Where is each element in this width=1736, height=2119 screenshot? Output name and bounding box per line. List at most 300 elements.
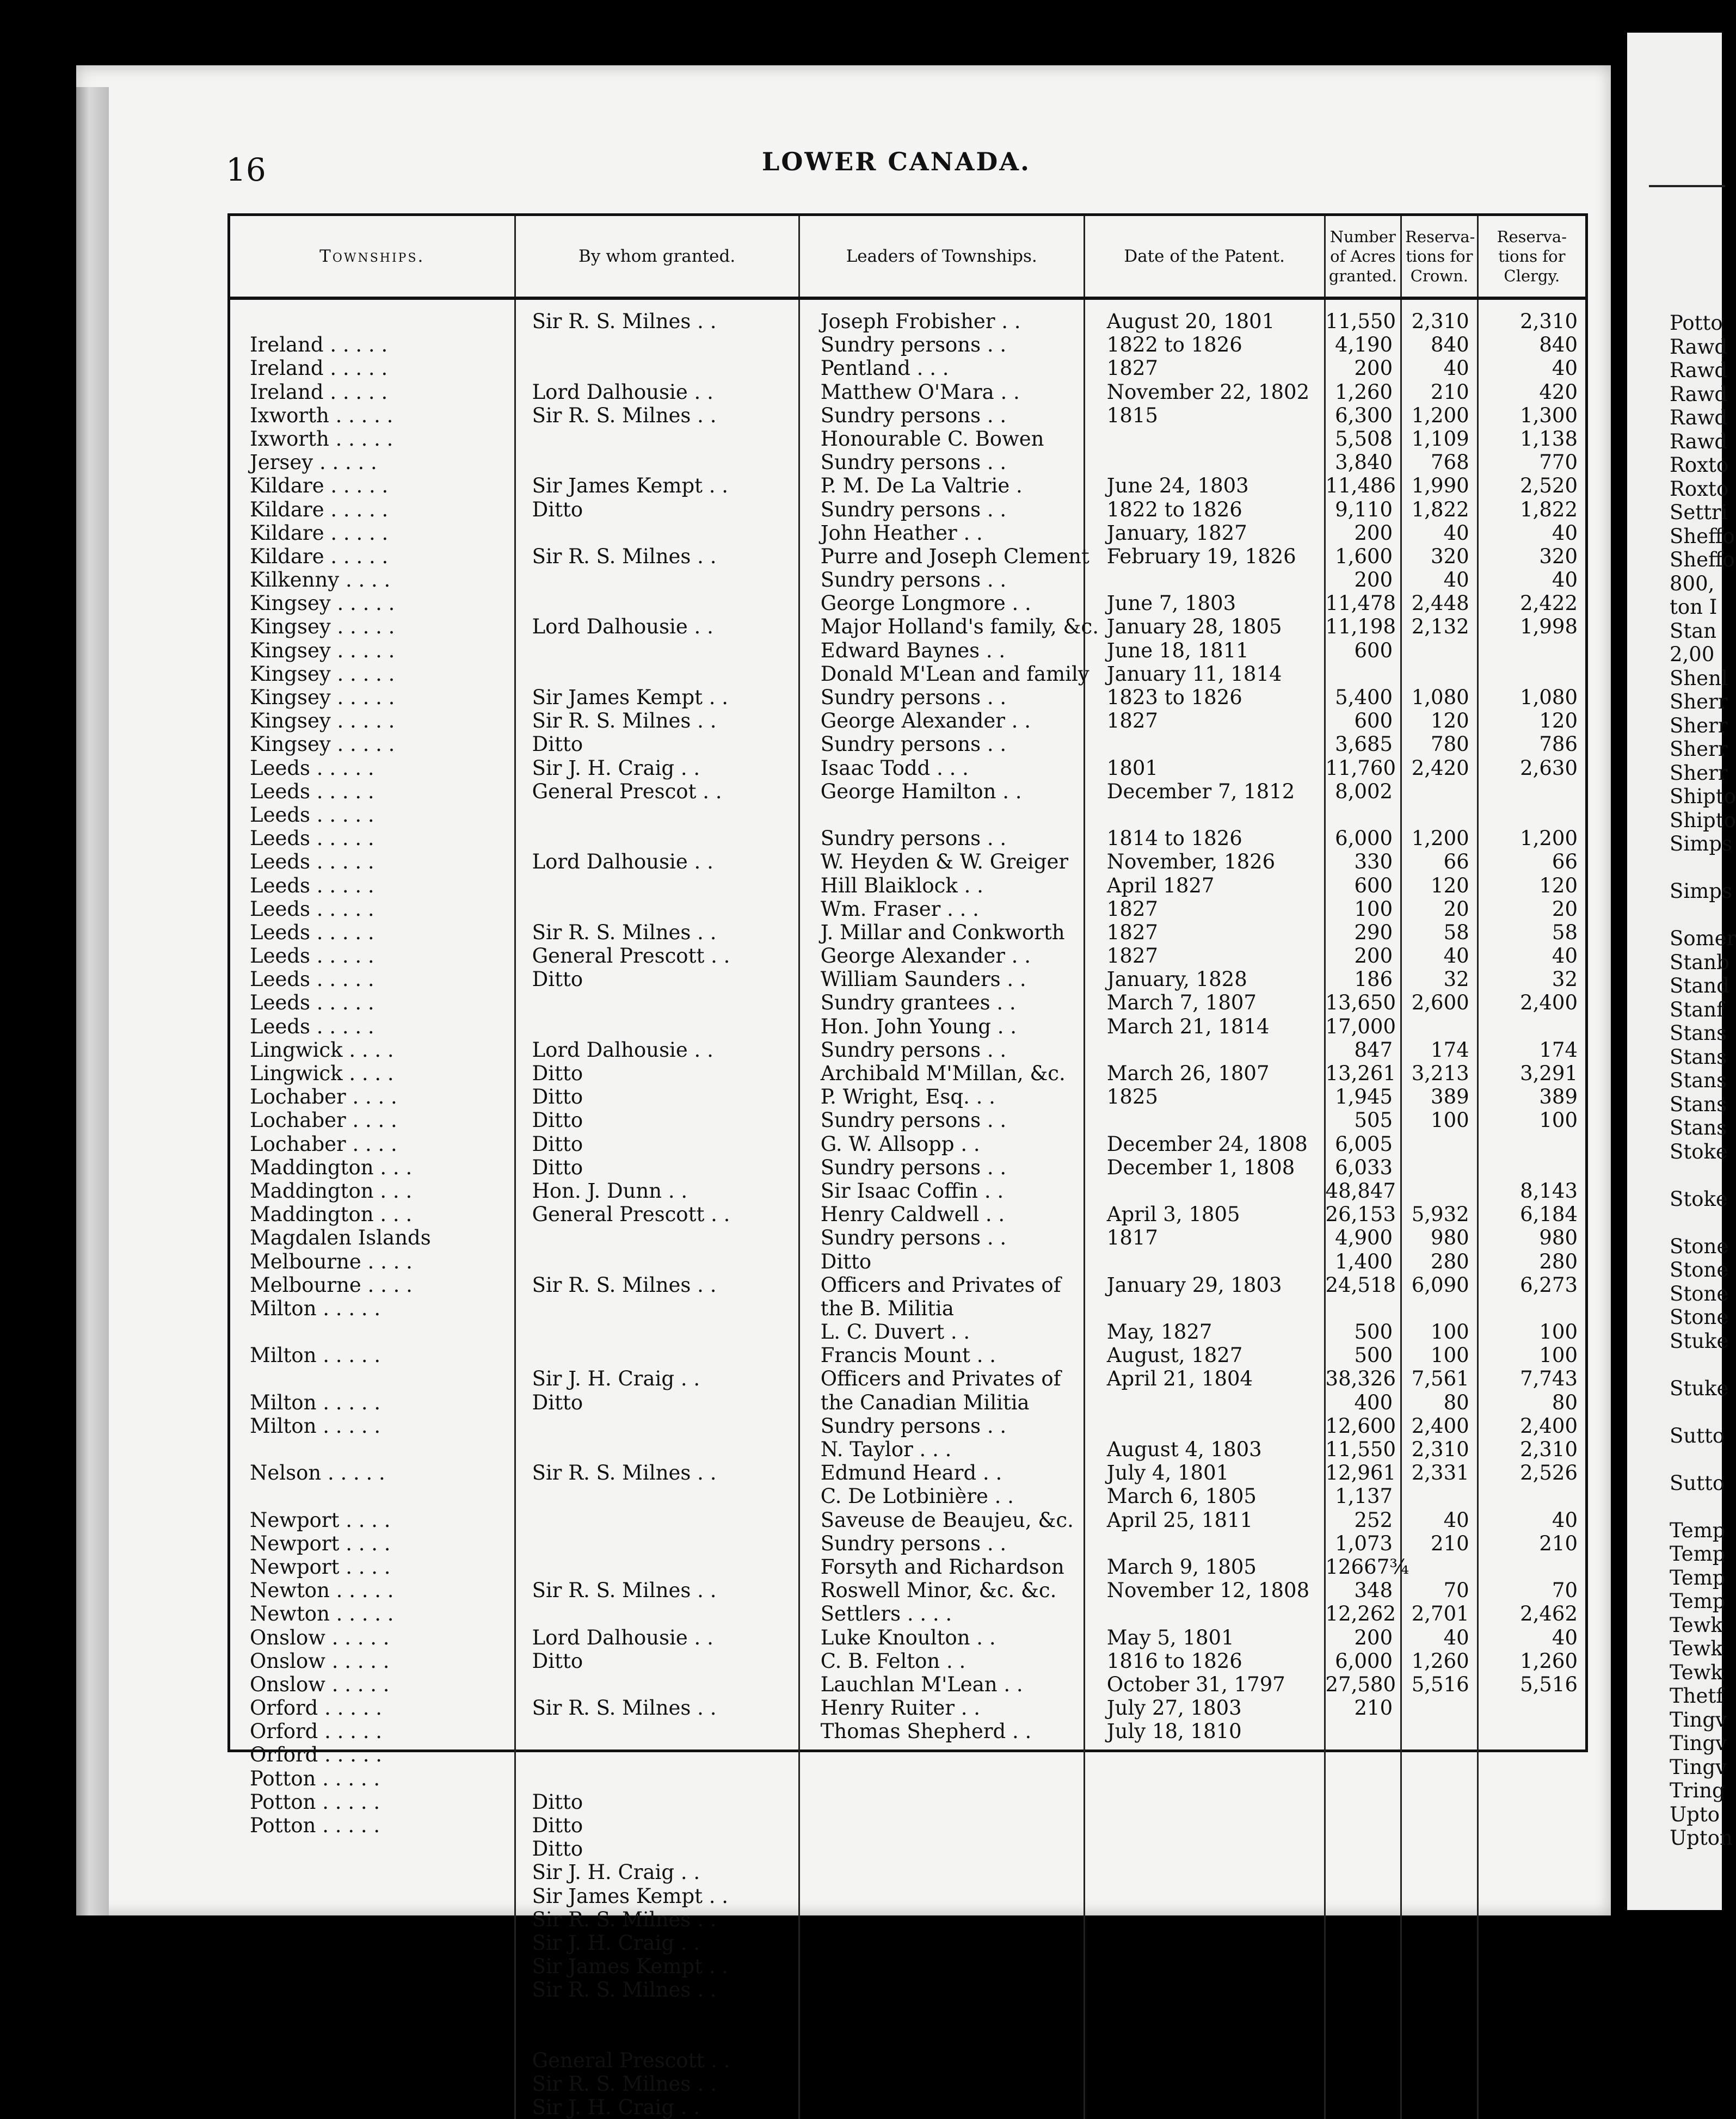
grantor-entry [516, 1508, 798, 1532]
township-entry: Potton . . . . . [250, 1766, 380, 1790]
township-entry [230, 1320, 514, 1344]
township-entry: Maddington . . . [250, 1155, 413, 1179]
acres-entry: 11,550 [1325, 310, 1396, 333]
crown-entry: 2,331 [1411, 1461, 1469, 1485]
table-body-row [230, 298, 1585, 2119]
acres-entry: 17,000 [1325, 1014, 1396, 1038]
acres-entry: 27,580 [1325, 1672, 1396, 1696]
acres-entry: 200 [1354, 1625, 1393, 1649]
clergy-entry: 840 [1539, 333, 1578, 357]
clergy-entry: 40 [1552, 1625, 1578, 1649]
acres-entry: 38,326 [1325, 1367, 1396, 1391]
facing-page-entry: Sutto [1670, 1471, 1725, 1495]
clergy-entry: 40 [1552, 521, 1578, 545]
facing-page-entry: Simps [1670, 832, 1732, 855]
crown-entry: 40 [1443, 356, 1469, 380]
township-entry: Leeds . . . . . [250, 991, 374, 1015]
acres-entry: 6,000 [1335, 827, 1393, 851]
crown-column [1401, 298, 1478, 2119]
facing-page-entry: Stoke [1670, 1139, 1728, 1163]
crown-entry: 1,990 [1411, 474, 1469, 498]
date-entry: May 5, 1801 [1106, 1625, 1234, 1649]
grantor-entry: Ditto [532, 1390, 583, 1414]
grantor-entry: Ditto [532, 1837, 583, 1861]
facing-page-entry: Stans [1670, 1069, 1727, 1092]
clergy-entry: 8,143 [1520, 1179, 1578, 1203]
clergy-entry: 100 [1539, 1320, 1578, 1344]
acres-entry: 1,400 [1335, 1249, 1393, 1273]
facing-page-entry: Rawd [1670, 335, 1728, 359]
leader-entry: Sundry persons . . [820, 568, 1007, 592]
crown-entry [1402, 662, 1477, 686]
grantor-entry: General Prescot . . [532, 779, 722, 803]
crown-entry: 40 [1443, 1625, 1469, 1649]
acres-entry: 348 [1354, 1579, 1393, 1603]
leader-entry: Settlers . . . . [820, 1602, 952, 1626]
acres-entry: 847 [1354, 1038, 1393, 1062]
clergy-entry [1479, 1015, 1585, 1038]
township-entry: Orford . . . . . [250, 1720, 382, 1744]
clergy-entry: 1,998 [1520, 615, 1578, 639]
grantor-entry: Sir R. S. Milnes . . [532, 1461, 717, 1485]
acres-entry: 1,260 [1335, 380, 1393, 404]
grantor-entry [516, 333, 798, 356]
township-entry: Kildare . . . . . [250, 521, 389, 545]
facing-page-entry: Tingv [1670, 1732, 1727, 1755]
crown-entry: 5,932 [1411, 1203, 1469, 1227]
facing-page-entry: Stone [1670, 1305, 1729, 1329]
township-entry: Leeds . . . . . [250, 944, 374, 968]
header-clergy: Reserva-tions for Clergy. [1478, 216, 1585, 298]
leader-entry: Ditto [820, 1249, 872, 1273]
clergy-entry: 1,138 [1520, 427, 1578, 451]
grantor-entry [516, 827, 798, 850]
leader-entry: William Saunders . . [820, 968, 1026, 991]
date-entry: April 1827 [1106, 873, 1215, 897]
acres-entry: 600 [1354, 709, 1393, 733]
crown-entry [1402, 639, 1477, 662]
leader-entry: Sundry persons . . [820, 451, 1007, 475]
clergy-entry: 786 [1539, 732, 1578, 756]
township-entry: Ixworth . . . . . [250, 427, 393, 451]
grantor-entry [516, 1484, 798, 1508]
facing-page-entry: 2,00 [1670, 643, 1715, 666]
township-entry: Potton . . . . . [250, 1790, 380, 1814]
acres-entry: 505 [1354, 1108, 1393, 1132]
clergy-entry: 2,630 [1520, 756, 1578, 780]
township-entry: Maddington . . . [250, 1179, 413, 1203]
grantor-entry [516, 1720, 798, 1743]
acres-entry: 12,600 [1325, 1414, 1396, 1438]
acres-entry: 11,550 [1325, 1438, 1396, 1461]
leader-entry: Pentland . . . [820, 356, 949, 380]
facing-page-fragment [1627, 33, 1736, 1910]
grantor-entry [516, 1602, 798, 1625]
grantor-entry [516, 991, 798, 1014]
acres-entry: 600 [1354, 638, 1393, 662]
crown-entry: 2,600 [1411, 991, 1469, 1015]
leader-entry: Sundry persons . . [820, 1226, 1007, 1250]
clergy-entry [1479, 1132, 1585, 1156]
page-title: LOWER CANADA. [762, 147, 1031, 176]
facing-page-entry: Rawd [1670, 382, 1728, 406]
facing-page-entry: Somer [1670, 927, 1736, 950]
leader-entry: Officers and Privates of [820, 1273, 1061, 1297]
grantor-entry: Sir J. H. Craig . . [532, 1861, 700, 1884]
township-entry: Newton . . . . . [250, 1602, 394, 1626]
acres-entry: 1,073 [1335, 1531, 1393, 1555]
crown-entry: 20 [1443, 897, 1469, 921]
acres-entry: 12667¾ [1325, 1555, 1409, 1579]
township-entry: Kingsey . . . . . [250, 615, 395, 639]
leader-entry: Sundry persons . . [820, 827, 1007, 851]
facing-page-entry: ton I [1670, 595, 1717, 619]
crown-entry: 66 [1443, 850, 1469, 874]
date-entry: 1827 [1106, 944, 1158, 968]
crown-entry [1402, 1132, 1477, 1156]
township-entry: Kingsey . . . . . [250, 662, 395, 686]
grantor-entry: Sir James Kempt . . [532, 1955, 729, 1979]
facing-page-entry: Stone [1670, 1234, 1729, 1258]
crown-entry [1402, 1179, 1477, 1203]
crown-entry: 120 [1431, 873, 1469, 897]
township-entry: Leeds . . . . . [250, 756, 374, 780]
date-entry: 1827 [1106, 709, 1158, 733]
date-entry: April 3, 1805 [1106, 1203, 1240, 1227]
acres-entry: 1,137 [1335, 1484, 1393, 1508]
acres-entry: 13,261 [1325, 1062, 1396, 1085]
crown-entry: 40 [1443, 521, 1469, 545]
clergy-entry: 420 [1539, 380, 1578, 404]
date-entry: May, 1827 [1106, 1320, 1212, 1344]
grantor-entry: Lord Dalhousie . . [532, 380, 713, 404]
clergy-entry [1479, 639, 1585, 662]
date-entry: February 19, 1826 [1106, 544, 1296, 568]
date-entry [1085, 1602, 1324, 1625]
grantor-entry: Hon. J. Dunn . . [532, 1179, 688, 1203]
facing-page-entry: Tingv [1670, 1708, 1727, 1732]
date-entry: 1822 to 1826 [1106, 333, 1242, 357]
grantor-entry: Sir R. S. Milnes . . [532, 920, 717, 944]
date-entry [1085, 1297, 1324, 1320]
acres-entry: 186 [1354, 968, 1393, 991]
date-entry: 1827 [1106, 897, 1158, 921]
acres-entry: 200 [1354, 521, 1393, 545]
crown-entry: 2,132 [1411, 615, 1469, 639]
crown-entry: 389 [1431, 1085, 1469, 1109]
facing-page-entry: Stanf [1670, 997, 1724, 1021]
leader-entry: Sundry persons . . [820, 1531, 1007, 1555]
leader-entry: Purre and Joseph Clement [820, 544, 1089, 568]
leader-entry: Luke Knoulton . . [820, 1625, 996, 1649]
grantor-entry [516, 662, 798, 686]
crown-entry: 40 [1443, 568, 1469, 592]
grantor-entry [516, 803, 798, 827]
facing-page-entry: Stanb [1670, 950, 1729, 974]
grantor-entry: Sir J. H. Craig . . [532, 1931, 700, 1955]
leader-entry: Sir Isaac Coffin . . [820, 1179, 1004, 1203]
crown-entry: 1,200 [1411, 827, 1469, 851]
date-entry [1085, 1250, 1324, 1273]
crown-entry [1402, 1297, 1477, 1320]
township-entry: Orford . . . . . [250, 1696, 382, 1720]
grantor-entry: Ditto [532, 1155, 583, 1179]
clergy-entry: 280 [1539, 1249, 1578, 1273]
crown-entry: 1,260 [1411, 1649, 1469, 1673]
grantor-entry [516, 1673, 798, 1696]
leader-entry: Saveuse de Beaujeu, &c. [820, 1508, 1074, 1532]
grantor-entry [516, 639, 798, 662]
leader-entry: Lauchlan M'Lean . . [820, 1672, 1023, 1696]
township-entry: Newport . . . . [250, 1531, 391, 1555]
township-entry: Leeds . . . . . [250, 779, 374, 803]
grantor-entry [516, 1414, 798, 1438]
clergy-entry: 6,273 [1520, 1273, 1578, 1297]
date-entry [1085, 732, 1324, 756]
clergy-entry: 120 [1539, 873, 1578, 897]
grantor-entry [516, 1743, 798, 1766]
facing-page-entry: Stans [1670, 1092, 1727, 1116]
leader-entry: Sundry persons . . [820, 403, 1007, 427]
crown-entry: 320 [1431, 544, 1469, 568]
facing-page-entry: Sherr [1670, 713, 1728, 737]
date-entry [1085, 1108, 1324, 1132]
crown-entry: 100 [1431, 1108, 1469, 1132]
date-entry: June 7, 1803 [1106, 592, 1236, 615]
acres-column [1325, 298, 1409, 2119]
grantor-entry: Lord Dalhousie . . [532, 850, 713, 874]
date-entry: November 12, 1808 [1106, 1579, 1310, 1603]
township-entry: Onslow . . . . . [250, 1649, 390, 1673]
facing-page-entry: Temp [1670, 1518, 1726, 1542]
township-entry: Ireland . . . . . [250, 380, 388, 404]
grantor-entry [516, 1015, 798, 1038]
date-entry: June 24, 1803 [1106, 474, 1249, 498]
grantor-entry: Sir R. S. Milnes . . [532, 310, 717, 333]
clergy-entry [1479, 1555, 1585, 1579]
grantor-entry: Ditto [532, 497, 583, 521]
date-entry: July 4, 1801 [1106, 1461, 1229, 1485]
header-granted-by: By whom granted. [515, 216, 799, 298]
township-entry: Melbourne . . . . [250, 1273, 413, 1297]
facing-page-entry: Roxto [1670, 453, 1729, 477]
leader-entry: George Alexander . . [820, 709, 1031, 733]
township-entry: Orford . . . . . [250, 1743, 382, 1767]
clergy-entry: 100 [1539, 1108, 1578, 1132]
grantor-entry [516, 1555, 798, 1579]
grantor-entry: Sir R. S. Milnes . . [532, 2072, 717, 2096]
crown-entry: 2,701 [1411, 1602, 1469, 1626]
township-entry: Kilkenny . . . . [250, 568, 391, 592]
township-entry: Leeds . . . . . [250, 803, 374, 827]
crown-entry: 780 [1431, 732, 1469, 756]
acres-entry: 210 [1354, 1696, 1393, 1720]
date-entry: August 20, 1801 [1106, 310, 1275, 333]
date-entry: November 22, 1802 [1106, 380, 1310, 404]
crown-entry: 280 [1431, 1249, 1469, 1273]
acres-entry: 9,110 [1335, 497, 1393, 521]
acres-entry: 6,033 [1335, 1155, 1393, 1179]
township-entry: Lingwick . . . . [250, 1062, 394, 1085]
crown-entry: 1,109 [1411, 427, 1469, 451]
clergy-entry: 7,743 [1520, 1367, 1578, 1391]
township-entry: Newport . . . . [250, 1555, 391, 1579]
date-entry: April 21, 1804 [1106, 1367, 1253, 1391]
township-entry: Kingsey . . . . . [250, 592, 395, 615]
acres-entry [1326, 662, 1401, 686]
facing-page-entry: Shenl [1670, 666, 1728, 690]
clergy-entry: 210 [1539, 1531, 1578, 1555]
township-entry: Kingsey . . . . . [250, 732, 395, 756]
township-entry: Kildare . . . . . [250, 474, 389, 498]
acres-entry: 6,005 [1335, 1132, 1393, 1156]
date-entry: December 24, 1808 [1106, 1132, 1308, 1156]
crown-entry: 70 [1443, 1579, 1469, 1603]
township-entry: Kingsey . . . . . [250, 686, 395, 709]
clergy-entry: 120 [1539, 709, 1578, 733]
acres-entry: 500 [1354, 1320, 1393, 1344]
acres-entry: 12,262 [1325, 1602, 1396, 1626]
township-entry: Leeds . . . . . [250, 920, 374, 944]
facing-page-entry: Tingv [1670, 1755, 1727, 1779]
clergy-entry: 2,520 [1520, 474, 1578, 498]
date-entry [1085, 451, 1324, 474]
crown-entry [1402, 1696, 1477, 1720]
acres-entry: 100 [1354, 897, 1393, 921]
township-entry [230, 1438, 514, 1461]
clergy-entry [1479, 1696, 1585, 1720]
facing-page-entry: Upton [1670, 1826, 1733, 1850]
date-entry: 1827 [1106, 356, 1158, 380]
crown-entry: 120 [1431, 709, 1469, 733]
date-entry: April 25, 1811 [1106, 1508, 1253, 1532]
crown-entry [1402, 1484, 1477, 1508]
township-entry: Lochaber . . . . [250, 1132, 397, 1156]
clergy-entry: 70 [1552, 1579, 1578, 1603]
grantor-entry: Ditto [532, 1814, 583, 1837]
date-entry: January 29, 1803 [1106, 1273, 1282, 1297]
facing-page-entry: Sheffo [1670, 524, 1735, 548]
date-entry: 1822 to 1826 [1106, 497, 1242, 521]
leader-entry [800, 803, 1084, 827]
date-entry: March 9, 1805 [1106, 1555, 1257, 1579]
facing-page-entry: Stuke [1670, 1329, 1729, 1353]
grantor-entry [516, 1320, 798, 1344]
grantor-entry: Sir R. S. Milnes . . [532, 1696, 717, 1720]
grantor-entry [516, 874, 798, 897]
leader-entry: J. Millar and Conkworth [820, 920, 1065, 944]
grantor-entry [516, 568, 798, 592]
date-entry: March 7, 1807 [1106, 991, 1257, 1015]
grantor-entry: General Prescott . . [532, 2048, 730, 2072]
date-entry: June 18, 1811 [1106, 638, 1249, 662]
date-entry: 1801 [1106, 756, 1158, 780]
leader-entry: W. Heyden & W. Greiger [820, 850, 1069, 874]
clergy-entry: 389 [1539, 1085, 1578, 1109]
facing-page-entry: Thetf [1670, 1684, 1723, 1708]
page-number: 16 [226, 151, 266, 188]
date-entry: July 27, 1803 [1106, 1696, 1242, 1720]
date-entry: January 11, 1814 [1106, 662, 1282, 686]
crown-entry: 6,090 [1411, 1273, 1469, 1297]
facing-page-entry: Potto [1670, 311, 1723, 335]
leader-entry: Francis Mount . . [820, 1344, 996, 1368]
facing-page-entry: Sherr [1670, 737, 1728, 761]
grantor-entry: Sir R. S. Milnes . . [532, 709, 717, 733]
acres-entry: 48,847 [1325, 1179, 1396, 1203]
clergy-entry: 40 [1552, 568, 1578, 592]
facing-page-entry: Temp [1670, 1566, 1726, 1590]
leader-entry: Henry Caldwell . . [820, 1203, 1005, 1227]
leader-entry: G. W. Allsopp . . [820, 1132, 980, 1156]
leader-entry: L. C. Duvert . . [820, 1320, 970, 1344]
date-entry: December 1, 1808 [1106, 1155, 1295, 1179]
clergy-entry: 2,422 [1520, 592, 1578, 615]
grantor-entry [516, 1297, 798, 1320]
facing-page-entry: Settri [1670, 501, 1728, 524]
date-entry [1085, 427, 1324, 451]
acres-entry: 200 [1354, 568, 1393, 592]
grantor-entry [516, 2025, 798, 2049]
township-entry: Leeds . . . . . [250, 827, 374, 851]
date-entry: 1814 to 1826 [1106, 827, 1242, 851]
table-header-row [230, 216, 1585, 298]
crown-entry [1402, 1015, 1477, 1038]
leader-entry: George Alexander . . [820, 944, 1031, 968]
township-entry: Kildare . . . . . [250, 544, 389, 568]
acres-entry [1326, 1297, 1401, 1320]
grantor-entry: Ditto [532, 1790, 583, 1814]
acres-entry: 11,478 [1325, 592, 1396, 615]
crown-entry: 5,516 [1411, 1672, 1469, 1696]
crown-entry: 174 [1431, 1038, 1469, 1062]
township-entry: Newport . . . . [250, 1508, 391, 1532]
grantor-entry: Sir James Kempt . . [532, 1884, 729, 1908]
clergy-entry: 40 [1552, 1508, 1578, 1532]
date-entry: March 6, 1805 [1106, 1484, 1257, 1508]
facing-page-entry: 800, [1670, 571, 1715, 595]
leader-entry: Sundry persons . . [820, 1155, 1007, 1179]
grantor-entry: Sir James Kempt . . [532, 686, 729, 709]
grants-table [230, 216, 1585, 2119]
clergy-column [1478, 298, 1585, 2119]
date-entry: January, 1828 [1106, 968, 1247, 991]
date-entry: 1823 to 1826 [1106, 686, 1242, 709]
acres-entry: 400 [1354, 1390, 1393, 1414]
date-entry: November, 1826 [1106, 850, 1276, 874]
township-entry: Ireland . . . . . [250, 356, 388, 380]
acres-entry: 1,945 [1335, 1085, 1393, 1109]
crown-entry: 100 [1431, 1344, 1469, 1368]
townships-column [230, 298, 515, 2119]
leader-entry: Joseph Frobisher . . [820, 310, 1021, 333]
clergy-entry: 770 [1539, 451, 1578, 475]
acres-entry: 600 [1354, 873, 1393, 897]
facing-page-entry: Rawd [1670, 406, 1728, 429]
acres-entry: 4,190 [1335, 333, 1393, 357]
leader-entry: Sundry persons . . [820, 497, 1007, 521]
township-entry: Milton . . . . . [250, 1414, 381, 1438]
leader-entry: John Heather . . [820, 521, 983, 545]
crown-entry: 1,080 [1411, 686, 1469, 709]
acres-entry: 6,000 [1335, 1649, 1393, 1673]
township-entry: Leeds . . . . . [250, 873, 374, 897]
leader-entry: Donald M'Lean and family [820, 662, 1089, 686]
facing-page-entry: Sheffo [1670, 548, 1735, 571]
clergy-entry: 1,200 [1520, 827, 1578, 851]
date-entry: March 21, 1814 [1106, 1014, 1270, 1038]
grantor-entry: Sir J. H. Craig . . [532, 1367, 700, 1391]
